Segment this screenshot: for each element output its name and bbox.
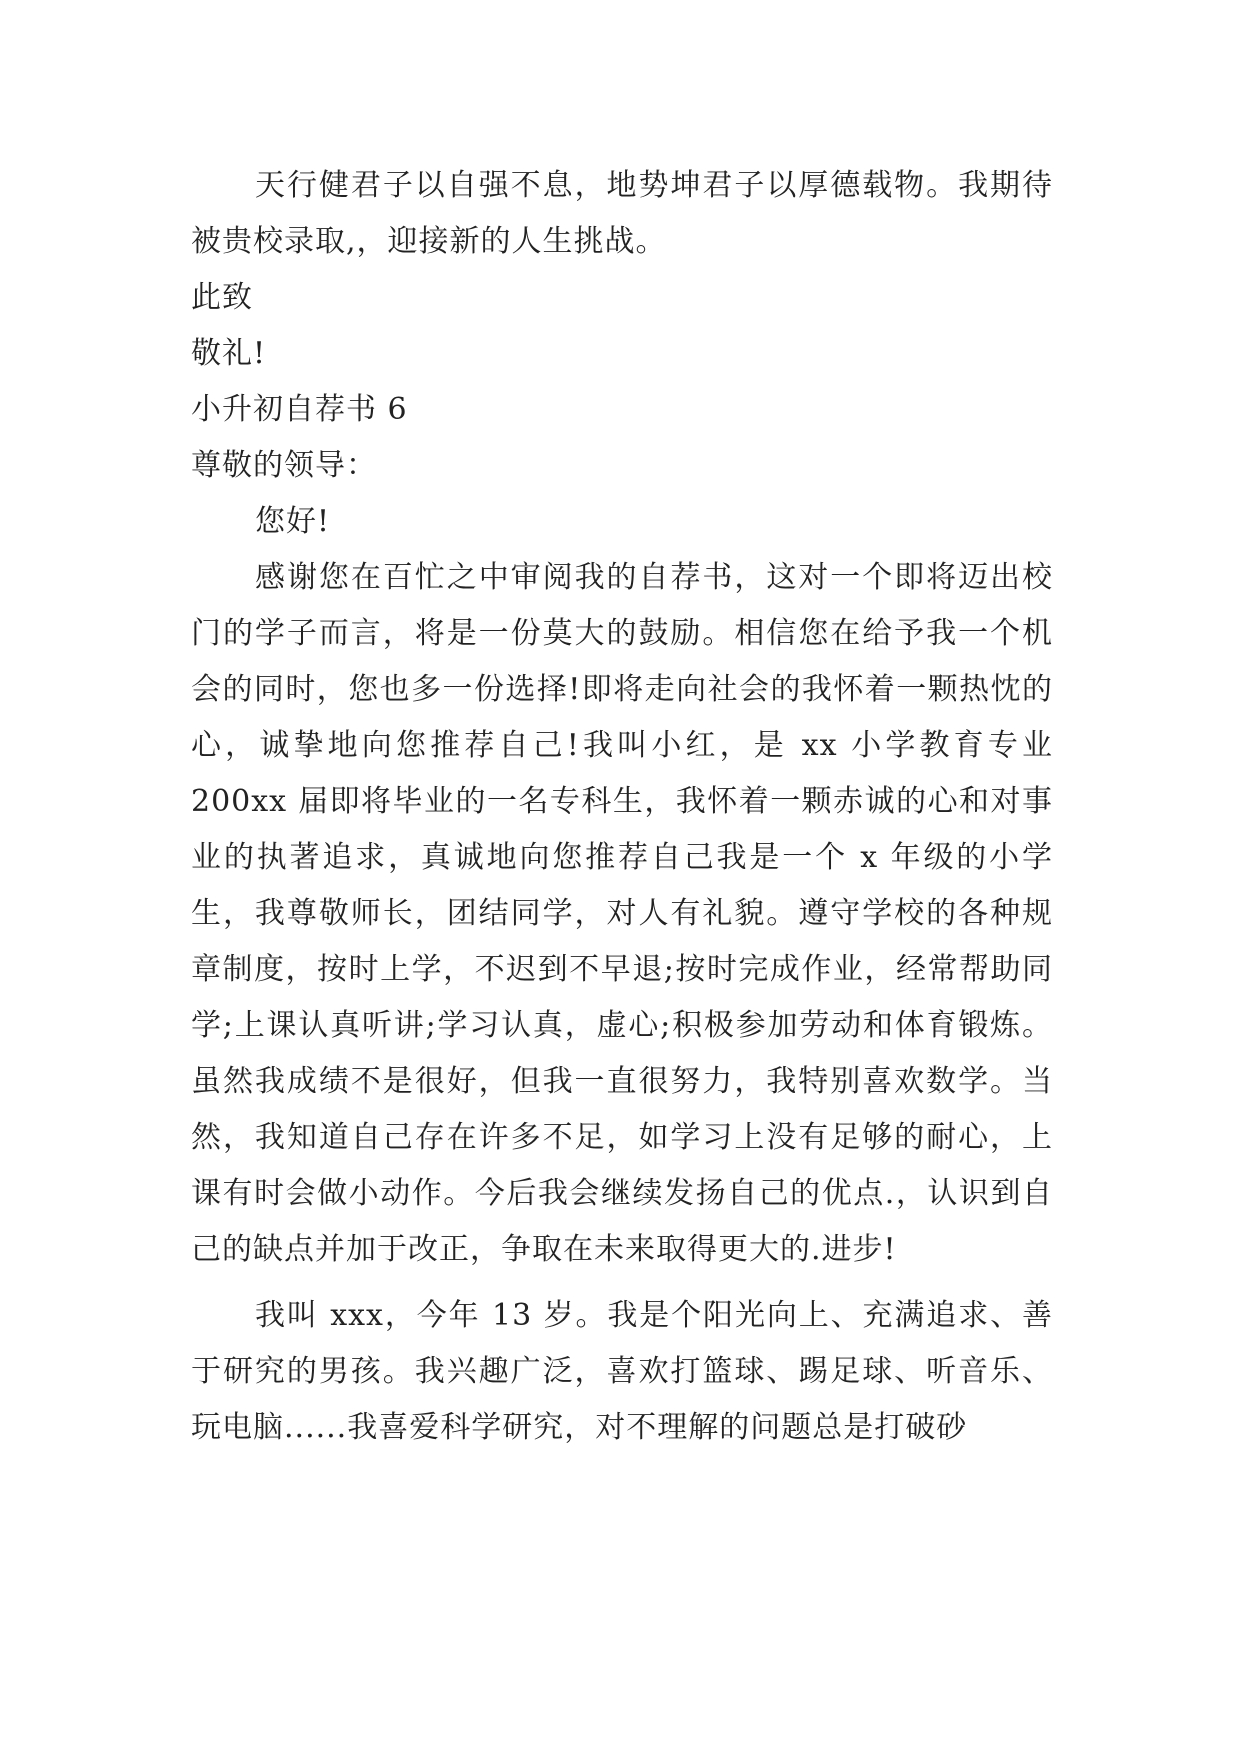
- paragraph-intro: 我叫 xxx，今年 13 岁。我是个阳光向上、充满追求、善于研究的男孩。我兴趣广泛，喜欢打篮球、踢足球、听音乐、玩电脑......我喜爱科学研究，对不理解的问题总是打破砂: [191, 1298, 1053, 1445]
- section-heading: 小升初自荐书 6: [191, 392, 408, 427]
- paragraph-main: 感谢您在百忙之中审阅我的自荐书，这对一个即将迈出校门的学子而言，将是一份莫大的鼓励。相信您在给予我一个机会的同时，您也多一份选择!即将走向社会的我怀着一颗热忱的心，诚挚地向您推荐自己!我叫小红，是 xx 小学教育专业 200xx 届即将毕业的一名专科生，我怀着一颗赤诚的心和对事业的执著追求，真诚地向您推荐自己我是一个 x 年级的小学生，我尊敬师长，团结同学，对人有礼貌。遵守学校的各种规章制度，按时上学，不迟到不早退;按时完成作业，经常帮助同学;上课认真听讲;学习认真，虚心;积极参加劳动和体育锻炼。虽然我成绩不是很好，但我一直很努力，我特别喜欢数学。当然，我知道自己存在许多不足，如学习上没有足够的耐心，上课有时会做小动作。今后我会继续发扬自己的优点.，认识到自己的缺点并加于改正，争取在未来取得更大的.进步!: [191, 560, 1053, 1267]
- greeting-hello: 您好!: [255, 504, 331, 539]
- paragraph-closing: 天行健君子以自强不息，地势坤君子以厚德载物。我期待被贵校录取,，迎接新的人生挑战。: [191, 168, 1053, 259]
- salutation-cizhi: 此致: [191, 280, 253, 315]
- document-body: [191, 158, 1053, 1456]
- salutation-jingli: 敬礼!: [191, 336, 267, 371]
- greeting-addressee: 尊敬的领导：: [191, 448, 377, 483]
